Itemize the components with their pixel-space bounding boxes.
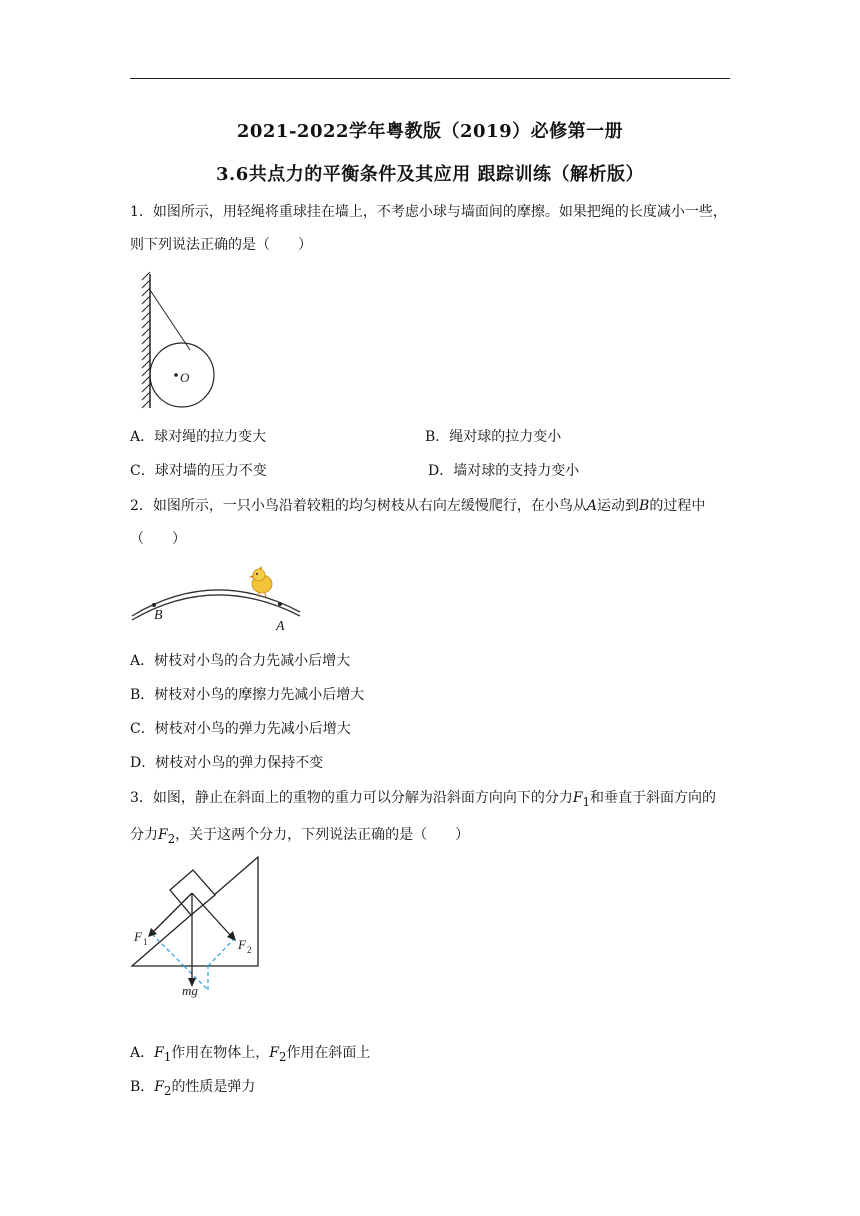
q1-wall-hatching bbox=[142, 272, 150, 408]
document-subtitle: 3.6共点力的平衡条件及其应用 跟踪训练（解析版） bbox=[215, 164, 645, 185]
q2-option-d: D．树枝对小鸟的弹力保持不变 bbox=[130, 755, 324, 771]
q2-option-c: C．树枝对小鸟的弹力先减小后增大 bbox=[130, 721, 351, 737]
q1-option-c: C．球对墙的压力不变 bbox=[130, 463, 267, 479]
q1-label-o: O bbox=[180, 370, 190, 385]
question-1-stem: 1．如图所示，用轻绳将重球挂在墙上，不考虑小球与墙面间的摩擦。如果把绳的长度减小一些，则下列说法正确的是（ ） bbox=[130, 204, 727, 253]
q1-option-d: D．墙对球的支持力变小 bbox=[428, 463, 580, 479]
q1-option-b: B．绳对球的拉力变小 bbox=[425, 429, 562, 445]
q2-figure-bird-on-branch bbox=[128, 566, 308, 638]
svg-text:1: 1 bbox=[143, 937, 148, 947]
bird-icon bbox=[249, 566, 272, 597]
svg-text:2: 2 bbox=[247, 945, 252, 955]
q2-var-a: A bbox=[586, 498, 598, 514]
q3-option-a: A．$F_1$作用在物体上，$F_2$作用在斜面上 bbox=[130, 1045, 371, 1064]
q3-label-f1: F bbox=[134, 929, 142, 944]
question-2-stem: 2．如图所示，一只小鸟沿着较粗的均匀树枝从右向左缓慢爬行，在小鸟从A运动到B的过程中（ ） bbox=[130, 498, 706, 547]
q2-label-a: A bbox=[276, 619, 285, 634]
q2-option-b: B．树枝对小鸟的摩擦力先减小后增大 bbox=[130, 687, 365, 703]
document-title: 2021-2022学年粤教版（2019）必修第一册 bbox=[236, 121, 624, 142]
q2-var-b: B bbox=[639, 498, 650, 514]
q1-figure-ball-on-wall bbox=[138, 272, 218, 412]
header-rule bbox=[130, 78, 730, 79]
q3-label-f2: F bbox=[238, 937, 246, 952]
q1-rope bbox=[150, 290, 190, 350]
q2-label-b: B bbox=[154, 608, 163, 623]
q2-option-a: A．树枝对小鸟的合力先减小后增大 bbox=[130, 653, 351, 669]
q3-label-mg: mg bbox=[182, 983, 198, 998]
question-3-stem: 3．如图，静止在斜面上的重物的重力可以分解为沿斜面方向向下的分力$F_1$和垂直于斜面方向的分力$F_2$，关于这两个分力，下列说法正确的是（ ） bbox=[130, 790, 717, 846]
q3-figure-incline bbox=[130, 855, 270, 1000]
q1-option-a: A．球对绳的拉力变大 bbox=[130, 429, 267, 445]
q1-ball-center bbox=[174, 373, 178, 377]
q3-option-b: B．$F_2$的性质是弹力 bbox=[130, 1079, 256, 1098]
